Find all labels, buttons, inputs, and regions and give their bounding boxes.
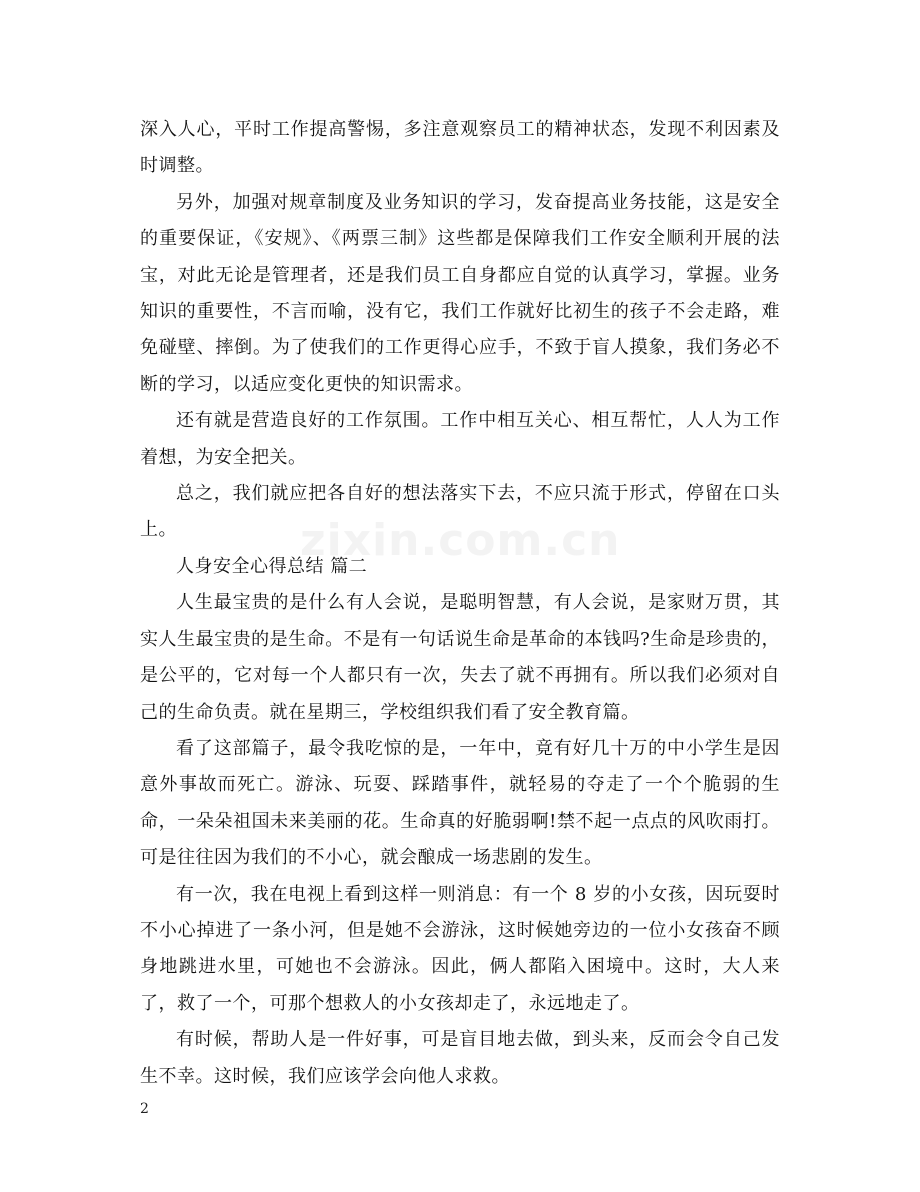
paragraph: 有时候，帮助人是一件好事，可是盲目地去做，到头来，反而会令自己发生不幸。这时候，我们应该学会向他人求救。 (140, 1029, 780, 1087)
paragraph: 深入人心，平时工作提高警惕，多注意观察员工的精神状态，发现不利因素及时调整。 (140, 119, 780, 177)
section-heading: 人身安全心得总结 篇二 (176, 555, 368, 577)
paragraph: 人生最宝贵的是什么有人会说，是聪明智慧，有人会说，是家财万贯，其实人生最宝贵的是生命。不是有一句话说生命是革命的本钱吗?生命是珍贵的，是公平的，它对每一个人都只有一次，失去了就不再拥有。所以我们必须对自己的生命负责。就在星期三，学校组织我们看了安全教育篇。 (140, 592, 780, 723)
paragraph: 看了这部篇子，最令我吃惊的是，一年中，竟有好几十万的中小学生是因意外事故而死亡。游泳、玩耍、踩踏事件，就轻易的夺走了一个个脆弱的生命，一朵朵祖国未来美丽的花。生命真的好脆弱啊!禁不起一点点的风吹雨打。可是往往因为我们的不小心，就会酿成一场悲剧的发生。 (140, 737, 780, 869)
paragraph: 还有就是营造良好的工作氛围。工作中相互关心、相互帮忙，人人为工作着想，为安全把关。 (140, 410, 780, 468)
page-number: 2 (140, 1101, 149, 1117)
document-body (140, 112, 780, 1095)
paragraph: 另外，加强对规章制度及业务知识的学习，发奋提高业务技能，这是安全的重要保证，《安规》、《两票三制》这些都是保障我们工作安全顺利开展的法宝，对此无论是管理者，还是我们员工自身都应自觉的认真学习，掌握。业务知识的重要性，不言而喻，没有它，我们工作就好比初生的孩子不会走路，难免碰壁、摔倒。为了使我们的工作更得心应手，不致于盲人摸象，我们务必不断的学习，以适应变化更快的知识需求。 (140, 191, 780, 395)
paragraph: 有一次，我在电视上看到这样一则消息：有一个 8 岁的小女孩，因玩耍时不小心掉进了一条小河，但是她不会游泳，这时候她旁边的一位小女孩奋不顾身地跳进水里，可她也不会游泳。因此，俩人都陷入困境中。这时，大人来了，救了一个，可那个想救人的小女孩却走了，永远地走了。 (140, 883, 780, 1014)
paragraph: 总之，我们就应把各自好的想法落实下去，不应只流于形式，停留在口头上。 (140, 483, 780, 541)
watermark: zixin.com.cn (300, 515, 621, 566)
